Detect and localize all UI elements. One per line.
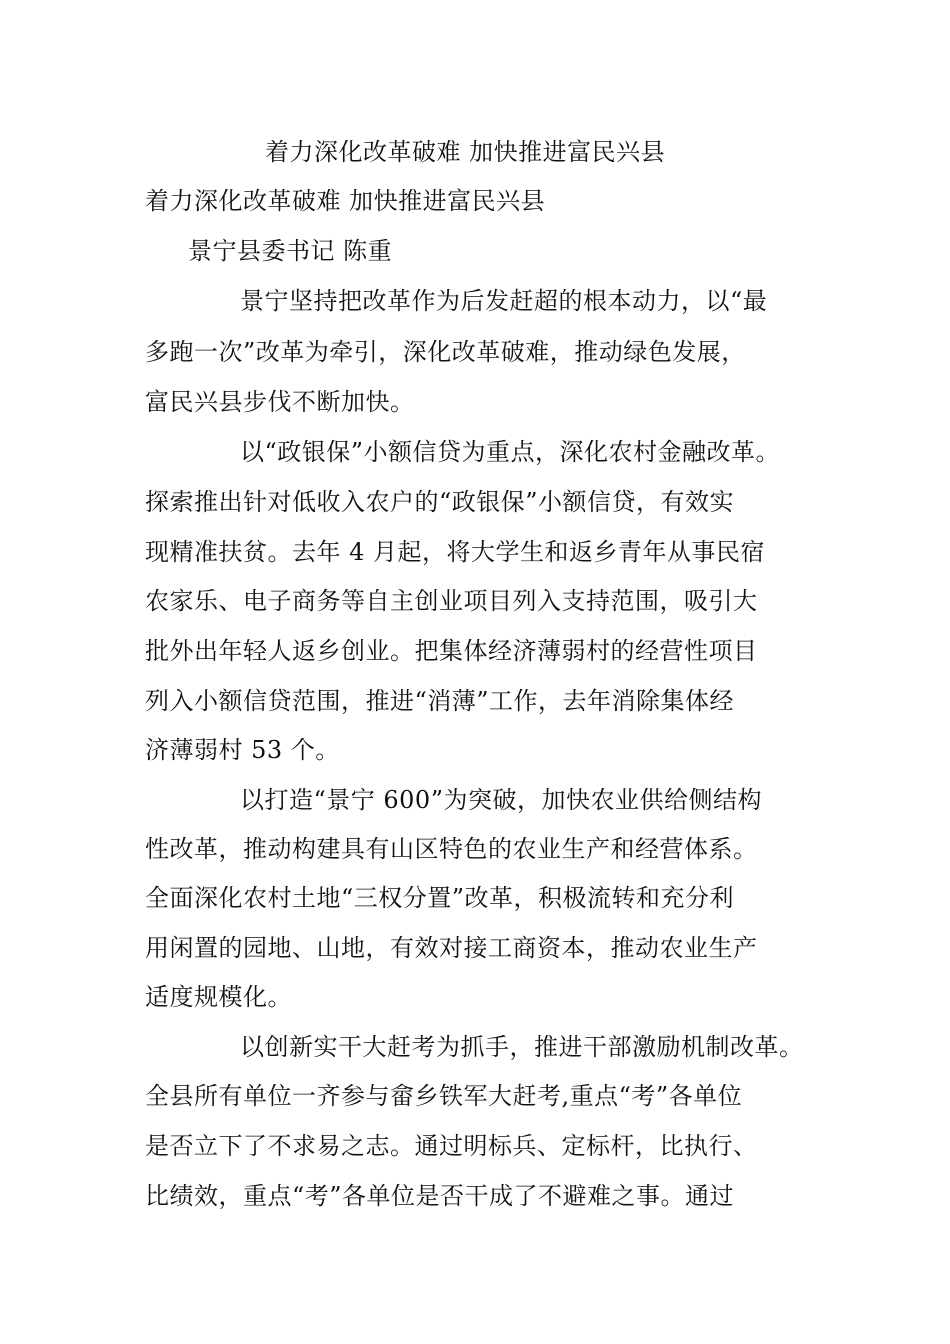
paragraph-2-line-2: 探索推出针对低收入农户的“政银保”小额信贷，有效实 (145, 488, 735, 516)
paragraph-2-line-3: 现精准扶贫。去年 4 月起，将大学生和返乡青年从事民宿 (145, 538, 766, 566)
paragraph-3-line-5: 适度规模化。 (145, 983, 292, 1011)
paragraph-1-line-1: 景宁坚持把改革作为后发赶超的根本动力，以“最 (240, 287, 768, 315)
paragraph-2-line-6: 列入小额信贷范围，推进“消薄”工作，去年消除集体经 (145, 687, 735, 715)
paragraph-2-line-1: 以“政银保”小额信贷为重点，深化农村金融改革。 (240, 438, 781, 466)
paragraph-2-line-4: 农家乐、电子商务等自主创业项目列入支持范围，吸引大 (145, 587, 758, 615)
paragraph-4-line-1: 以创新实干大赶考为抓手，推进干部激励机制改革。 (240, 1033, 804, 1061)
paragraph-1-line-2: 多跑一次”改革为牵引，深化改革破难，推动绿色发展， (145, 338, 746, 366)
paragraph-4-line-2: 全县所有单位一齐参与畲乡铁军大赶考,重点“考”各单位 (145, 1082, 743, 1110)
document-title: 着力深化改革破难 加快推进富民兴县 (265, 138, 666, 166)
paragraph-3-line-1: 以打造“景宁 600”为突破，加快农业供给侧结构 (240, 786, 762, 814)
document-subtitle: 着力深化改革破难 加快推进富民兴县 (145, 187, 546, 215)
paragraph-3-line-4: 用闲置的园地、山地，有效对接工商资本，推动农业生产 (145, 934, 758, 962)
paragraph-4-line-3: 是否立下了不求易之志。通过明标兵、定标杆，比执行、 (145, 1132, 758, 1160)
paragraph-2-line-5: 批外出年轻人返乡创业。把集体经济薄弱村的经营性项目 (145, 637, 758, 665)
paragraph-4-line-4: 比绩效，重点“考”各单位是否干成了不避难之事。通过 (145, 1182, 735, 1210)
paragraph-2-line-7: 济薄弱村 53 个。 (145, 736, 340, 764)
paragraph-3-line-3: 全面深化农村土地“三权分置”改革，积极流转和充分利 (145, 884, 735, 912)
paragraph-1-line-3: 富民兴县步伐不断加快。 (145, 388, 415, 416)
paragraph-3-line-2: 性改革，推动构建具有山区特色的农业生产和经营体系。 (145, 835, 758, 863)
author-line: 景宁县委书记 陈重 (188, 237, 393, 265)
